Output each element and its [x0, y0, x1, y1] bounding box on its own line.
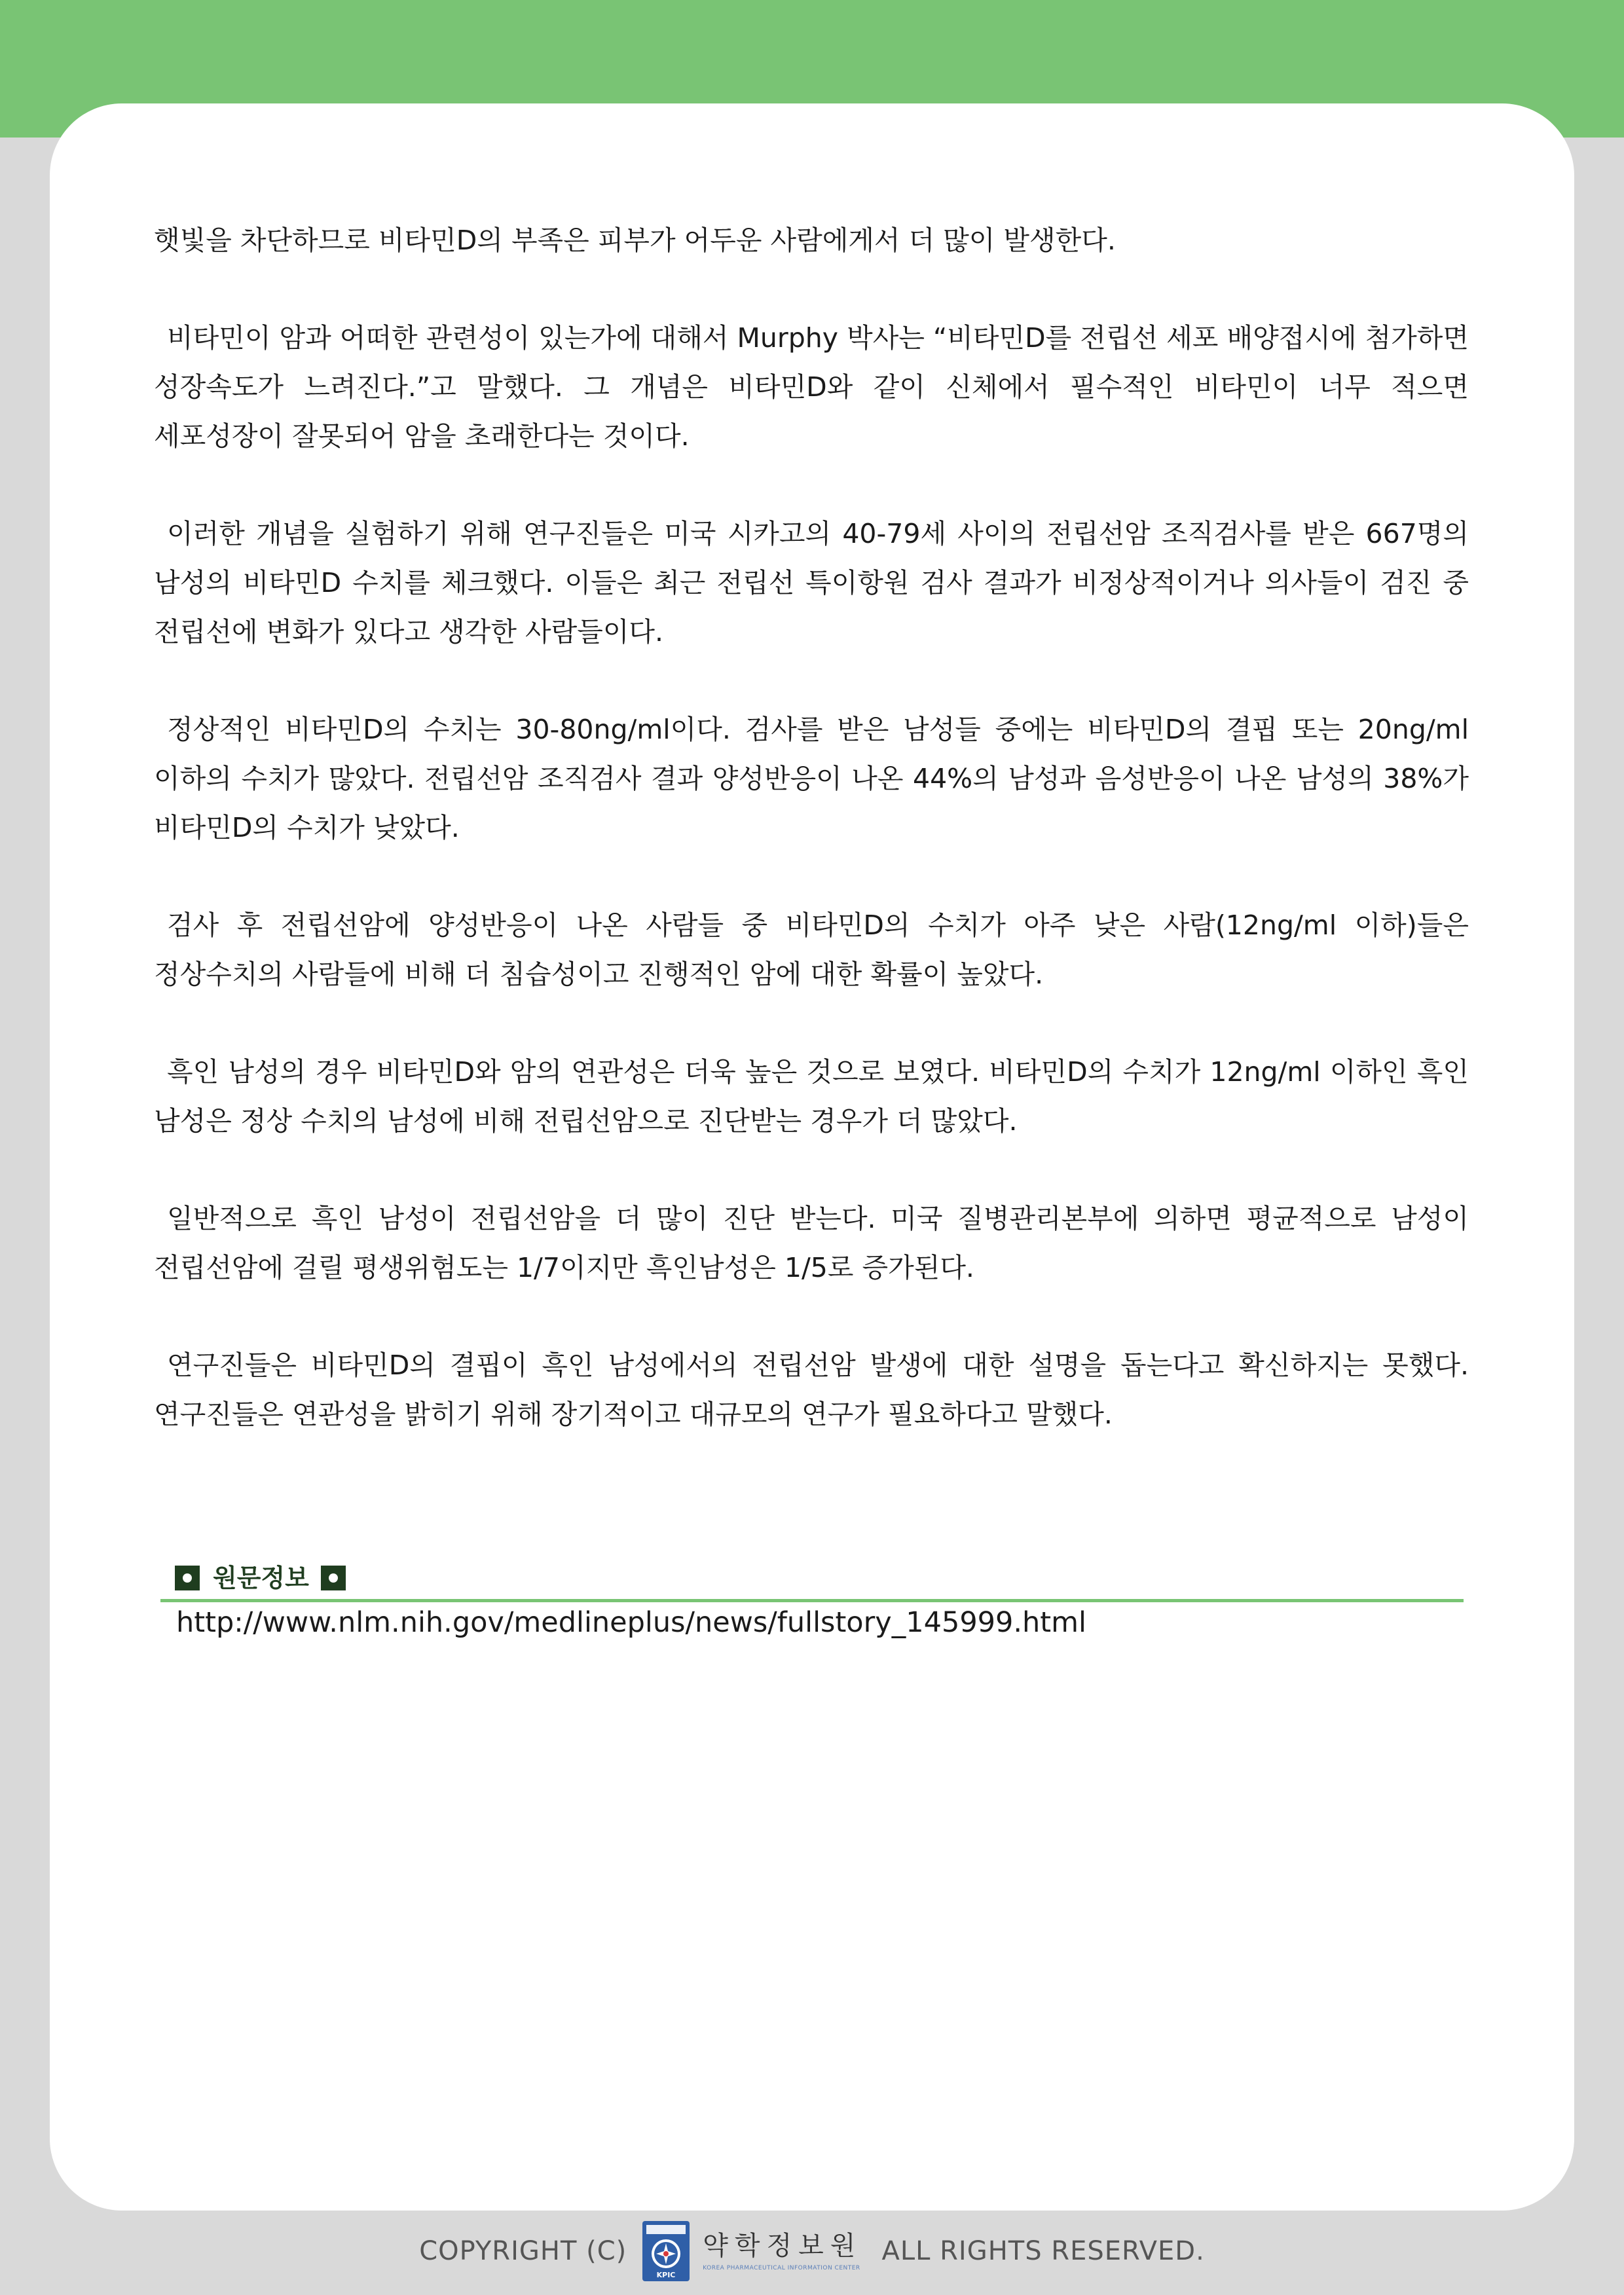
source-heading — [160, 1561, 1464, 1595]
org-subtitle: KOREA PHARMACEUTICAL INFORMATION CENTER — [703, 2265, 860, 2271]
paragraph: 일반적으로 흑인 남성이 전립선암을 더 많이 진단 받는다. 미국 질병관리본부에 의하면 평균적으로 남성이 전립선암에 걸릴 평생위험도는 1/7이지만 흑인남성은 1/5로 증가된다. — [154, 1203, 1469, 1283]
paragraph: 정상적인 비타민D의 수치는 30-80ng/ml이다. 검사를 받은 남성들 중에는 비타민D의 결핍 또는 20ng/ml 이하의 수치가 많았다. 전립선암 조직검사 결과 양성반응이 나온 44%의 남성과 음성반응이 나온 남성의 38%가 비타민D의 수치가 낮았다. — [154, 714, 1469, 843]
square-bullet-icon — [321, 1566, 346, 1590]
org-name-block — [703, 2231, 862, 2271]
org-name: 약학정보원 — [703, 2231, 862, 2261]
logo-text: KPIC — [656, 2271, 676, 2279]
paragraph: 연구진들은 비타민D의 결핍이 흑인 남성에서의 전립선암 발생에 대한 설명을 돕는다고 확신하지는 못했다. 연구진들은 연관성을 밝히기 위해 장기적이고 대규모의 연구가 필요하다고 말했다. — [154, 1349, 1469, 1430]
square-bullet-icon — [175, 1566, 200, 1590]
rights-text: ALL RIGHTS RESERVED. — [881, 2236, 1205, 2266]
paragraph: 이러한 개념을 실험하기 위해 연구진들은 미국 시카고의 40-79세 사이의 전립선암 조직검사를 받은 667명의 남성의 비타민D 수치를 체크했다. 이들은 최근 전립선 특이항원 검사 결과가 비정상적이거나 의사들이 검진 중 전립선에 변화가 있다고 생각한 사람들이다. — [154, 518, 1469, 648]
paragraph: 흑인 남성의 경우 비타민D와 암의 연관성은 더욱 높은 것으로 보였다. 비타민D의 수치가 12ng/ml 이하인 흑인 남성은 정상 수치의 남성에 비해 전립선암으로 진단받는 경우가 더 많았다. — [154, 1056, 1469, 1137]
paragraph: 햇빛을 차단하므로 비타민D의 부족은 피부가 어두운 사람에게서 더 많이 발생한다. — [154, 225, 1116, 256]
footer — [0, 2218, 1624, 2284]
source-url-link[interactable]: http://www.nlm.nih.gov/medlineplus/news/fullstory_145999.html — [176, 1606, 1087, 1639]
divider — [160, 1599, 1464, 1602]
article-body — [154, 216, 1469, 1488]
copyright-text: COPYRIGHT (C) — [419, 2236, 627, 2266]
kpic-logo-icon — [641, 2220, 691, 2283]
paragraph: 비타민이 암과 어떠한 관련성이 있는가에 대해서 Murphy 박사는 “비타민D를 전립선 세포 배양접시에 첨가하면 성장속도가 느려진다.”고 말했다. 그 개념은 비타민D와 같이 신체에서 필수적인 비타민이 너무 적으면 세포성장이 잘못되어 암을 초래한다는 것이다. — [154, 322, 1469, 452]
source-heading-label: 원문정보 — [213, 1564, 309, 1592]
paragraph: 검사 후 전립선암에 양성반응이 나온 사람들 중 비타민D의 수치가 아주 낮은 사람(12ng/ml 이하)들은 정상수치의 사람들에 비해 더 침습성이고 진행적인 암에 대한 확률이 높았다. — [154, 909, 1469, 990]
source-info-section — [160, 1561, 1464, 1642]
